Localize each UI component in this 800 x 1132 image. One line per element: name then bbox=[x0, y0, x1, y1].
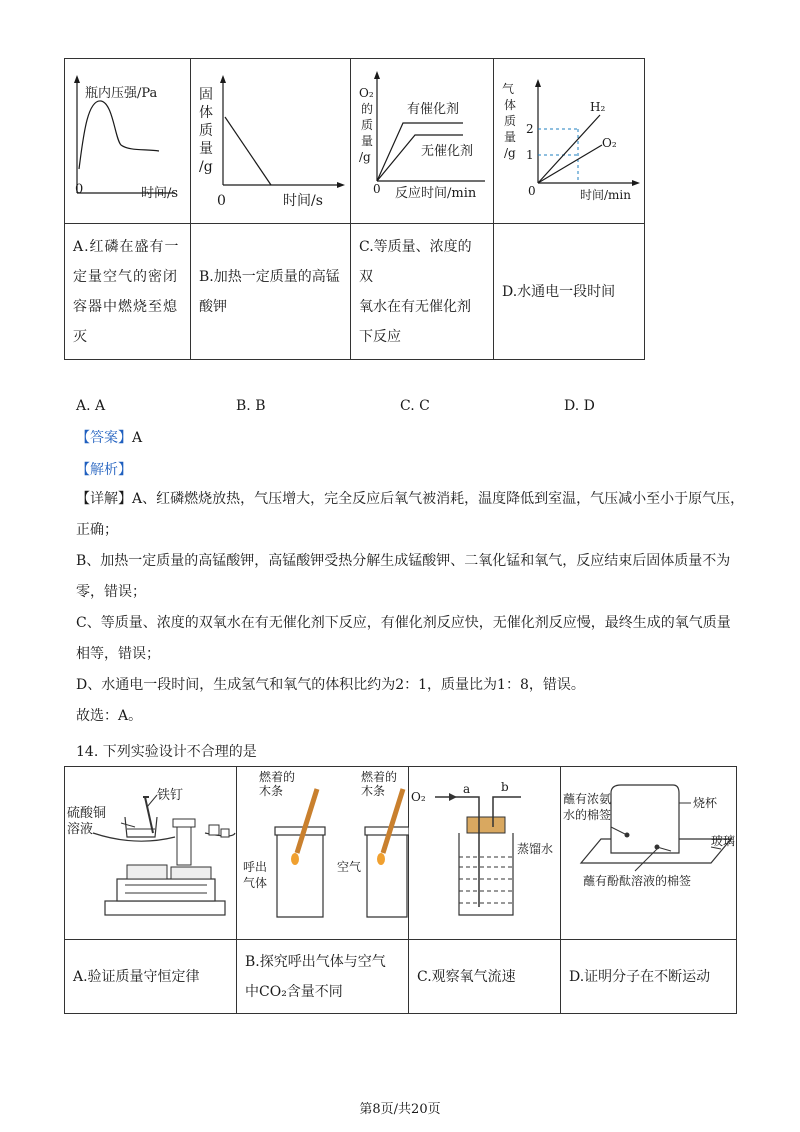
q14-option-d-cell bbox=[561, 940, 737, 1014]
option-d-line: D.水通电一段时间 bbox=[502, 283, 616, 300]
q14-option-c: C.观察氧气流速 bbox=[417, 968, 516, 985]
graph-d-ylabel-3: 量 bbox=[504, 130, 517, 144]
graph-b-ylabel-4: /g bbox=[199, 159, 213, 175]
graph-b-ylabel-2: 质 bbox=[199, 123, 213, 139]
detail-text: A、红磷燃烧放热，气压增大，完全反应后氧气被消耗，温度降低到室温，气压减小至小于原气压， bbox=[132, 491, 745, 507]
detail-line bbox=[76, 488, 766, 519]
q14-option-c-cell bbox=[409, 940, 561, 1014]
detail-line: D、水通电一段时间，生成氢气和氧气的体积比约为2：1，质量比为1：8，错误。 bbox=[76, 677, 585, 693]
detail-line: 零，错误； bbox=[76, 584, 146, 600]
q13-table bbox=[64, 58, 645, 360]
graph-c-ylabel-1: 的 bbox=[361, 102, 374, 116]
graph-d-cell bbox=[494, 59, 645, 224]
fig-c-b: b bbox=[501, 780, 509, 794]
graph-c-ylabel-2: 质 bbox=[361, 118, 374, 132]
graph-d-ylabel-1: 体 bbox=[504, 98, 517, 112]
graph-c-ylabel-3: 量 bbox=[361, 134, 374, 148]
fig-c-gas: O₂ bbox=[411, 790, 426, 804]
option-b-line: B.加热一定质量的高锰 bbox=[199, 268, 340, 285]
graph-b-cell bbox=[191, 59, 351, 224]
choice-b: B. B bbox=[236, 398, 266, 414]
q14-option-a-cell bbox=[65, 940, 237, 1014]
graph-c-ylabel-4: /g bbox=[359, 150, 371, 164]
graph-d-ylabel-4: /g bbox=[504, 146, 516, 160]
graph-c bbox=[351, 59, 494, 219]
fig-c-washbottle bbox=[409, 767, 561, 935]
q14-option-a: A.验证质量守恒定律 bbox=[73, 968, 200, 985]
analysis-tag: 【解析】 bbox=[76, 462, 132, 478]
graph-a-xlabel: 时间/s bbox=[141, 186, 179, 201]
graph-d-h2-label: H₂ bbox=[590, 100, 606, 114]
graph-d-tick-2: 2 bbox=[526, 122, 534, 136]
option-b-line: 酸钾 bbox=[199, 298, 227, 315]
fig-b-jar1-1: 气体 bbox=[243, 876, 268, 890]
option-a-cell bbox=[65, 224, 191, 360]
graph-b-xlabel: 时间/s bbox=[283, 193, 323, 209]
choice-a: A. A bbox=[76, 398, 106, 414]
option-c-line: 下反应 bbox=[359, 328, 401, 345]
q14-option-b-cell bbox=[237, 940, 409, 1014]
option-c-line: 氧水在有无催化剂 bbox=[359, 298, 471, 315]
fig-b-top2-0: 燃着的 bbox=[361, 770, 398, 784]
graph-b bbox=[191, 59, 351, 219]
fig-d-label-glass: 玻璃 bbox=[711, 834, 736, 848]
detail-block bbox=[76, 488, 766, 736]
fig-a-balance bbox=[65, 767, 237, 935]
graph-c-line2-label: 无催化剂 bbox=[421, 144, 474, 159]
detail-line: 正确； bbox=[76, 522, 118, 538]
q14-title: 14. 下列实验设计不合理的是 bbox=[76, 744, 257, 760]
graph-d-o2-label: O₂ bbox=[602, 136, 617, 150]
answer-tag: 【答案】 bbox=[76, 430, 132, 446]
fig-d-label-beaker: 烧杯 bbox=[693, 796, 718, 810]
fig-c-water: 蒸馏水 bbox=[517, 842, 554, 856]
option-d-text bbox=[494, 277, 644, 307]
graph-b-ylabel-3: 量 bbox=[199, 141, 213, 157]
detail-tag: 【详解】 bbox=[76, 491, 132, 507]
fig-c-a: a bbox=[463, 782, 471, 796]
graph-d-ylabel-2: 质 bbox=[504, 114, 517, 128]
detail-line: 相等，错误； bbox=[76, 646, 160, 662]
graph-c-xlabel: 反应时间/min bbox=[395, 186, 477, 201]
fig-b-jar2: 空气 bbox=[337, 860, 362, 874]
q14-option-d: D.证明分子在不断运动 bbox=[569, 968, 711, 985]
choice-d: D. D bbox=[564, 398, 595, 414]
graph-c-origin: 0 bbox=[373, 182, 381, 196]
fig-d-label-ammonia-1: 水的棉签 bbox=[563, 808, 612, 822]
fig-d-label-ammonia-0: 蘸有浓氨 bbox=[563, 792, 612, 806]
answer-line bbox=[76, 428, 142, 448]
graph-d-ylabel-0: 气 bbox=[502, 82, 515, 96]
fig-b-top1-1: 木条 bbox=[259, 784, 284, 798]
option-c-cell bbox=[351, 224, 494, 360]
graph-d-tick-1: 1 bbox=[526, 148, 534, 162]
option-a-line: 灭 bbox=[73, 328, 88, 345]
graph-c-ylabel-0: O₂ bbox=[359, 86, 374, 100]
fig-d-label-phenol: 蘸有酚酞溶液的棉签 bbox=[583, 874, 692, 888]
option-a-line: A.红磷在盛有一 bbox=[73, 238, 180, 255]
option-a-text bbox=[65, 232, 190, 352]
graph-d bbox=[494, 59, 645, 219]
fig-c-cell bbox=[409, 767, 561, 940]
fig-d-beaker bbox=[561, 767, 737, 935]
graph-a-cell bbox=[65, 59, 191, 224]
fig-a-label-nail: 铁钉 bbox=[157, 788, 184, 803]
graph-c-line1-label: 有催化剂 bbox=[407, 102, 460, 117]
option-d-cell bbox=[494, 224, 645, 360]
fig-a-cell bbox=[65, 767, 237, 940]
detail-line: 故选：A。 bbox=[76, 708, 143, 724]
graph-c-cell bbox=[351, 59, 494, 224]
option-a-line: 定量空气的密闭 bbox=[73, 268, 178, 285]
graph-d-xlabel: 时间/min bbox=[580, 188, 631, 202]
page-footer: 第8页/共20页 bbox=[359, 1102, 441, 1117]
fig-a-label-solution-0: 硫酸铜 bbox=[67, 806, 107, 821]
option-c-line: C.等质量、浓度的双 bbox=[359, 238, 472, 285]
graph-b-origin: 0 bbox=[217, 193, 226, 209]
option-b-text bbox=[191, 262, 350, 322]
graph-b-ylabel-0: 固 bbox=[199, 87, 213, 103]
q14-option-b-line: 中CO₂含量不同 bbox=[245, 983, 343, 1000]
graph-a-origin: 0 bbox=[75, 182, 84, 197]
option-c-text bbox=[351, 232, 493, 352]
detail-line: C、等质量、浓度的双氧水在有无催化剂下反应，有催化剂反应快，无催化剂反应慢，最终生成的氧气质量 bbox=[76, 615, 731, 631]
fig-a-label-solution-1: 溶液 bbox=[67, 822, 94, 837]
fig-b-top2-1: 木条 bbox=[361, 784, 386, 798]
fig-b-jar1-0: 呼出 bbox=[243, 860, 268, 874]
q14-option-b-line: B.探究呼出气体与空气 bbox=[245, 953, 386, 970]
option-a-line: 容器中燃烧至熄 bbox=[73, 298, 178, 315]
graph-a-ylabel: 瓶内压强/Pa bbox=[85, 86, 158, 101]
fig-b-top1-0: 燃着的 bbox=[259, 770, 296, 784]
graph-b-ylabel-1: 体 bbox=[199, 105, 213, 121]
detail-line: B、加热一定质量的高锰酸钾，高锰酸钾受热分解生成锰酸钾、二氧化锰和氧气，反应结束后固体质量不为 bbox=[76, 553, 731, 569]
fig-b-cell bbox=[237, 767, 409, 940]
fig-d-cell bbox=[561, 767, 737, 940]
choice-c: C. C bbox=[400, 398, 430, 414]
graph-a bbox=[65, 59, 191, 219]
q14-table bbox=[64, 766, 737, 1014]
q14-option-b bbox=[237, 947, 408, 1007]
fig-b-jars bbox=[237, 767, 409, 935]
answer-value: A bbox=[132, 430, 143, 446]
option-b-cell bbox=[191, 224, 351, 360]
graph-d-origin: 0 bbox=[528, 184, 536, 198]
